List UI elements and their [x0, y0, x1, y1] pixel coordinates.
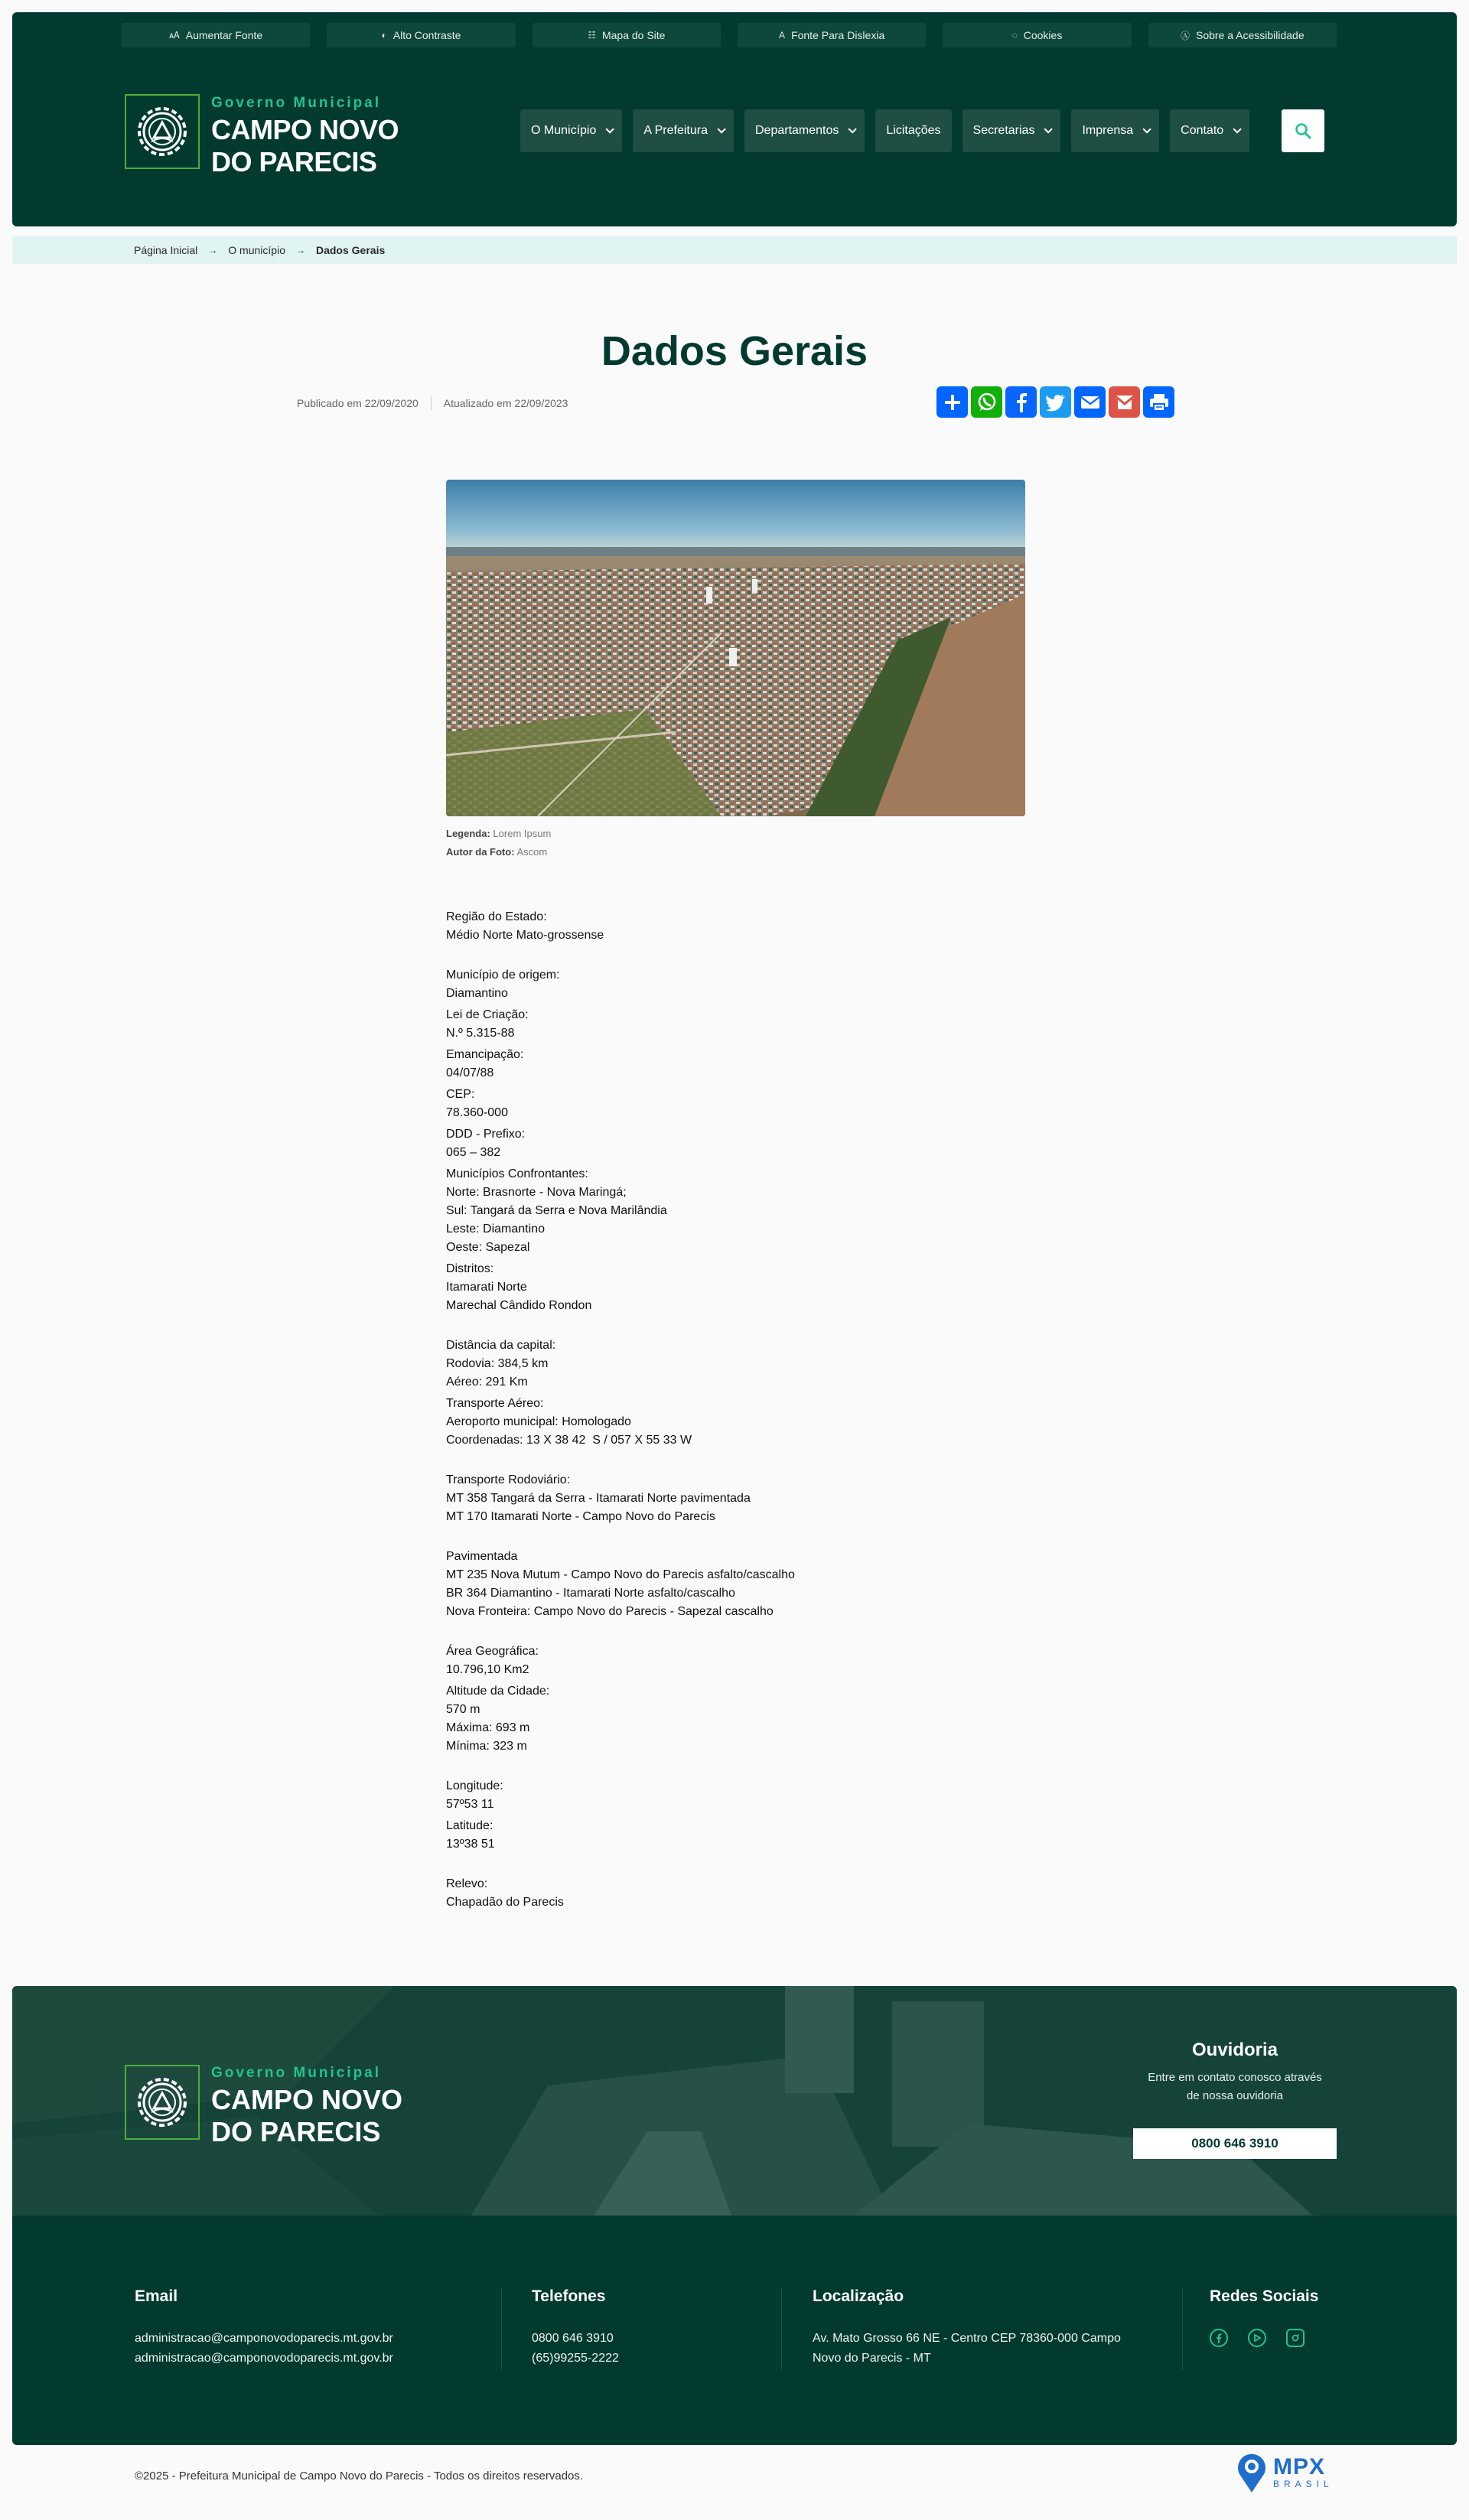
footer-divider — [781, 2287, 782, 2370]
cookies-button[interactable]: ◌ Cookies — [943, 23, 1131, 47]
footer-brand-name[interactable]: Governo Municipal CAMPO NOVO DO PARECIS — [211, 2065, 403, 2147]
ouvidoria-phone-button[interactable]: 0800 646 3910 — [1133, 2128, 1337, 2159]
gear-seal-icon — [130, 2070, 194, 2134]
nav-item-imprensa[interactable]: Imprensa — [1071, 109, 1159, 152]
info-value: MT 235 Nova Mutum - Campo Novo do Parecis asfalto/cascalho — [446, 1568, 795, 1581]
main-nav — [520, 109, 1249, 152]
chevron-down-icon — [1233, 125, 1242, 133]
info-value: 57º53 11 — [446, 1798, 494, 1811]
info-value: Coordenadas: 13 X 38 42 S / 057 X 55 33 W — [446, 1434, 692, 1447]
social-links — [1210, 2329, 1318, 2347]
info-value: Sul: Tangará da Serra e Nova Marilândia — [446, 1204, 667, 1217]
share-whatsapp-button[interactable] — [971, 386, 1002, 418]
info-label: Região do Estado: — [446, 910, 547, 923]
info-block — [446, 1777, 1058, 1814]
info-value: MT 170 Itamarati Norte - Campo Novo do Parecis — [446, 1510, 715, 1523]
paragraph-gap — [446, 1529, 1058, 1548]
municipal-seal-logo[interactable] — [125, 94, 200, 169]
chevron-down-icon — [1044, 125, 1053, 133]
footer-address-line1: Av. Mato Grosso 66 NE - Centro CEP 78360-000 Campo — [813, 2332, 1121, 2345]
info-label: Longitude: — [446, 1779, 503, 1792]
nav-item-contato[interactable]: Contato — [1170, 109, 1249, 152]
paragraph-gap — [446, 1759, 1058, 1777]
nav-item-secretarias[interactable]: Secretarias — [963, 109, 1061, 152]
info-block — [446, 1682, 1058, 1756]
info-block — [446, 908, 1058, 945]
search-icon — [1294, 122, 1312, 140]
ouvidoria-subtitle: Entre em contato conosco através de nossa ouvidoria — [1148, 2071, 1322, 2102]
info-label: Relevo: — [446, 1877, 488, 1890]
footer-divider — [501, 2287, 502, 2370]
info-label: CEP: — [446, 1088, 475, 1101]
accessibility-icon: Ⓐ — [1180, 30, 1190, 41]
share-buttons — [936, 386, 1174, 418]
dyslexia-font-icon: A — [779, 30, 786, 41]
info-value: BR 364 Diamantino - Itamarati Norte asfalto/cascalho — [446, 1587, 735, 1600]
info-block — [446, 1817, 1058, 1854]
dyslexia-font-button[interactable]: A Fonte Para Dislexia — [738, 23, 926, 47]
youtube-icon[interactable] — [1248, 2329, 1266, 2347]
info-block — [446, 1125, 1058, 1162]
nav-item-departamentos[interactable]: Departamentos — [744, 109, 865, 152]
paragraph-gap — [446, 1318, 1058, 1337]
map-pin-icon — [1233, 2451, 1270, 2494]
developer-logo-sub: BRASIL — [1273, 2479, 1334, 2489]
info-label: Lei de Criação: — [446, 1008, 529, 1021]
updated-date: Atualizado em 22/09/2023 — [443, 397, 568, 409]
post-meta — [297, 396, 568, 410]
envelope-icon — [1080, 394, 1101, 411]
sitemap-icon: ☷ — [588, 30, 596, 41]
footer-phones-column — [532, 2287, 619, 2369]
info-label: Distritos: — [446, 1262, 494, 1275]
share-add-button[interactable] — [936, 386, 968, 418]
instagram-icon[interactable] — [1286, 2329, 1305, 2347]
share-gmail-button[interactable] — [1109, 386, 1140, 418]
info-label: Transporte Rodoviário: — [446, 1473, 571, 1486]
info-value: Aéreo: 291 Km — [446, 1376, 528, 1389]
footer-email-column — [135, 2287, 393, 2369]
info-value: 04/07/88 — [446, 1066, 494, 1079]
info-block — [446, 1643, 1058, 1679]
info-label: Município de origem: — [446, 969, 560, 982]
info-value: 570 m — [446, 1703, 480, 1716]
footer-phones-title: Telefones — [532, 2287, 606, 2305]
info-block — [446, 1046, 1058, 1083]
city-aerial-photo — [446, 480, 1025, 816]
info-block — [446, 1548, 1058, 1621]
meta-divider — [431, 396, 432, 410]
info-label: Emancipação: — [446, 1048, 524, 1061]
copyright-text: ©2025 - Prefeitura Municipal de Campo Novo do Parecis - Todos os direitos reservados. — [135, 2470, 584, 2483]
nav-item-licitacoes[interactable]: Licitações — [875, 109, 951, 152]
chevron-down-icon — [849, 125, 857, 133]
info-block — [446, 1086, 1058, 1122]
info-value: 065 – 382 — [446, 1146, 501, 1159]
chevron-down-icon — [606, 125, 614, 133]
paragraph-gap — [446, 1624, 1058, 1643]
info-block — [446, 1337, 1058, 1392]
footer-phone-1[interactable]: 0800 646 3910 — [532, 2332, 614, 2345]
brand-line2: DO PARECIS — [211, 146, 377, 177]
font-size-icon: 🗚 — [169, 29, 180, 41]
ouvidoria-box — [1133, 2040, 1337, 2159]
info-value: Médio Norte Mato-grossense — [446, 929, 604, 942]
footer-location-column — [813, 2287, 1121, 2369]
brand-line1: CAMPO NOVO — [211, 114, 399, 145]
info-label: Latitude: — [446, 1819, 493, 1832]
cookie-icon: ◌ — [1011, 30, 1018, 41]
caption-label: Legenda: — [446, 828, 490, 839]
info-block — [446, 966, 1058, 1003]
info-label: DDD - Prefixo: — [446, 1128, 526, 1141]
info-block — [446, 1006, 1058, 1043]
share-facebook-button[interactable] — [1005, 386, 1037, 418]
plus-icon — [943, 392, 963, 412]
info-value: 78.360-000 — [446, 1106, 508, 1119]
info-value: Rodovia: 384,5 km — [446, 1357, 549, 1370]
nav-item-municipio[interactable]: O Município — [520, 109, 622, 152]
developer-logo[interactable] — [1233, 2451, 1334, 2494]
brand-small: Governo Municipal — [211, 95, 382, 111]
paragraph-gap — [446, 948, 1058, 966]
info-block — [446, 1395, 1058, 1450]
facebook-icon — [1011, 391, 1031, 414]
info-label: Pavimentada — [446, 1550, 518, 1563]
article-content — [446, 908, 1058, 1915]
info-value: Mínima: 323 m — [446, 1740, 527, 1753]
info-value: Itamarati Norte — [446, 1281, 527, 1294]
brand-name[interactable] — [211, 95, 399, 176]
info-value: Leste: Diamantino — [446, 1223, 545, 1236]
ouvidoria-title: Ouvidoria — [1191, 2040, 1278, 2060]
arrow-right-icon: → — [295, 245, 305, 256]
info-value: Aeroporto municipal: Homologado — [446, 1415, 631, 1428]
page-title: Dados Gerais — [601, 328, 868, 374]
aerial-city-image — [446, 480, 1025, 816]
info-value: Oeste: Sapezal — [446, 1241, 530, 1254]
chevron-down-icon — [717, 125, 725, 133]
share-print-button[interactable] — [1143, 386, 1174, 418]
increase-font-button[interactable]: 🗚 Aumentar Fonte — [122, 23, 310, 47]
info-label: Altitude da Cidade: — [446, 1685, 550, 1698]
breadcrumb-home[interactable]: Página Inicial — [134, 244, 198, 256]
footer-email-title: Email — [135, 2287, 178, 2305]
footer-social-title: Redes Sociais — [1210, 2287, 1319, 2305]
breadcrumb — [12, 236, 1457, 264]
footer-email-1[interactable]: administracao@camponovodoparecis.mt.gov.br — [135, 2332, 393, 2345]
footer-divider — [1182, 2287, 1183, 2370]
contrast-icon: ◐ — [381, 30, 387, 41]
paragraph-gap — [446, 1857, 1058, 1875]
twitter-icon — [1045, 393, 1067, 412]
paragraph-gap — [446, 1453, 1058, 1471]
footer-address-line2: Novo do Parecis - MT — [813, 2352, 931, 2365]
info-block — [446, 1165, 1058, 1257]
info-value: Nova Fronteira: Campo Novo do Parecis - Sapezal cascalho — [446, 1605, 774, 1618]
info-label: Municípios Confrontantes: — [446, 1167, 588, 1180]
nav-item-prefeitura[interactable]: A Prefeitura — [633, 109, 734, 152]
footer-phone-2[interactable]: (65)99255-2222 — [532, 2352, 619, 2365]
info-block — [446, 1260, 1058, 1315]
share-email-button[interactable] — [1074, 386, 1106, 418]
info-value: Chapadão do Parecis — [446, 1896, 564, 1909]
about-accessibility-button[interactable]: Ⓐ Sobre a Acessibilidade — [1148, 23, 1337, 47]
facebook-icon[interactable] — [1210, 2329, 1228, 2347]
info-label: Distância da capital: — [446, 1339, 556, 1352]
info-value: Diamantino — [446, 987, 508, 1000]
info-value: Norte: Brasnorte - Nova Maringá; — [446, 1186, 627, 1199]
chevron-down-icon — [1143, 125, 1151, 133]
share-twitter-button[interactable] — [1040, 386, 1071, 418]
gmail-icon — [1113, 393, 1136, 412]
info-value: 13º38 51 — [446, 1838, 495, 1851]
info-block — [446, 1471, 1058, 1526]
breadcrumb-parent[interactable]: O município — [228, 244, 285, 256]
caption-value: Lorem Ipsum — [493, 828, 552, 839]
breadcrumb-current: Dados Gerais — [315, 244, 386, 256]
info-label: Transporte Aéreo: — [446, 1397, 544, 1410]
developer-logo-text: MPX — [1273, 2454, 1326, 2479]
photo-caption — [446, 825, 551, 861]
footer-email-2[interactable]: administracao@camponovodoparecis.mt.gov.br — [135, 2352, 393, 2365]
info-value: N.º 5.315-88 — [446, 1027, 515, 1040]
info-value: 10.796,10 Km2 — [446, 1663, 529, 1676]
whatsapp-icon — [976, 391, 998, 414]
gear-seal-icon — [130, 99, 194, 164]
footer-location-title: Localização — [813, 2287, 904, 2305]
sitemap-button[interactable]: ☷ Mapa do Site — [533, 23, 721, 47]
info-label: Área Geográfica: — [446, 1645, 539, 1658]
accessibility-bar — [122, 23, 1337, 47]
footer-seal-logo[interactable] — [125, 2065, 200, 2140]
info-value: Marechal Cândido Rondon — [446, 1299, 592, 1312]
info-value: Máxima: 693 m — [446, 1721, 530, 1734]
author-label: Autor da Foto: — [446, 846, 515, 858]
info-value: MT 358 Tangará da Serra - Itamarati Norte pavimentada — [446, 1492, 751, 1505]
high-contrast-button[interactable]: ◐ Alto Contraste — [327, 23, 515, 47]
printer-icon — [1148, 392, 1170, 412]
search-button[interactable] — [1282, 109, 1324, 152]
info-block — [446, 1875, 1058, 1912]
footer-social-column — [1210, 2287, 1318, 2347]
arrow-right-icon: → — [208, 245, 218, 256]
published-date: Publicado em 22/09/2020 — [297, 397, 419, 409]
author-value: Ascom — [516, 846, 548, 858]
